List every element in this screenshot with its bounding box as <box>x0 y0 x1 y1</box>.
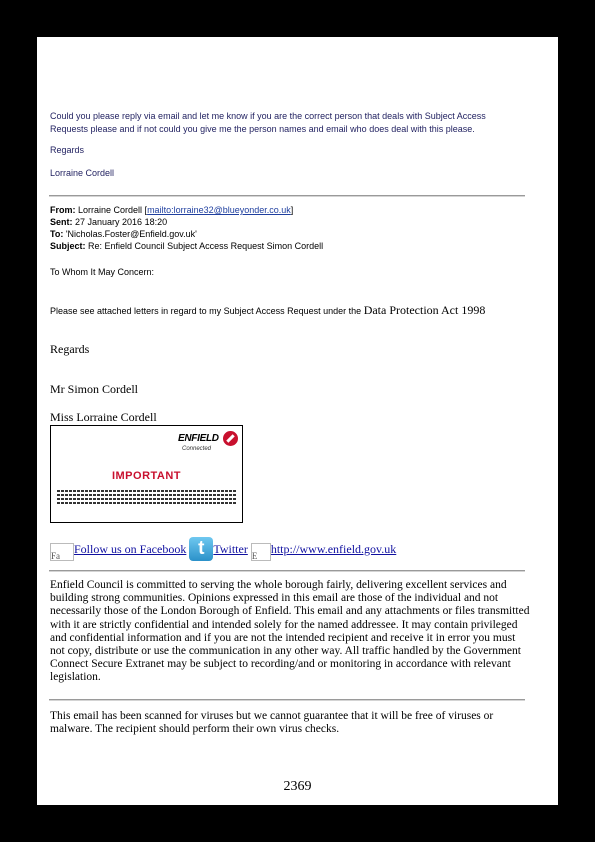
regards-serif: Regards <box>50 342 90 356</box>
website-link[interactable]: http://www.enfield.gov.uk <box>270 542 397 556</box>
sent-row <box>50 216 545 228</box>
regards-text: Regards <box>50 145 85 155</box>
to-value: 'Nicholas.Foster@Enfield.gov.uk' <box>65 229 197 239</box>
from-name: Lorraine Cordell [ <box>78 205 148 215</box>
enfield-logo-icon <box>223 431 238 446</box>
divider <box>49 570 525 572</box>
facebook-broken-image-icon[interactable]: Fa <box>50 543 74 561</box>
virus-notice: This email has been scanned for viruses but we cannot guarantee that it will be free of viruses or malware. The recipient should perform their own virus checks. <box>50 710 494 736</box>
subject-label: Subject: <box>50 241 86 251</box>
twitter-link[interactable]: Twitter <box>213 542 248 556</box>
sent-label: Sent: <box>50 217 73 227</box>
from-mailto-link[interactable]: mailto:lorraine32@blueyonder.co.uk <box>147 205 291 215</box>
signature-lorraine: Miss Lorraine Cordell <box>50 410 157 424</box>
body-text <box>50 301 545 319</box>
important-heading: IMPORTANT <box>111 470 182 482</box>
from-label: From: <box>50 205 76 215</box>
to-row <box>50 228 545 240</box>
from-close: ] <box>290 205 294 215</box>
email-header <box>50 204 545 252</box>
document-page <box>37 37 558 805</box>
page-number: 2369 <box>283 779 312 794</box>
twitter-icon[interactable]: t <box>189 537 213 561</box>
banner-fine-print <box>57 488 236 506</box>
enfield-logo-subtext: Connected <box>182 446 212 452</box>
request-line-1: Could you please reply via email and let me know if you are the correct person that deals with Subject Access <box>50 111 486 121</box>
request-text <box>50 110 545 136</box>
sender-name: Lorraine Cordell <box>50 168 115 178</box>
to-label: To: <box>50 229 64 239</box>
subject-row <box>50 240 545 252</box>
from-row <box>50 204 545 216</box>
signature-simon: Mr Simon Cordell <box>50 382 139 396</box>
website-broken-image-icon[interactable]: E <box>251 543 271 561</box>
request-line-2: Requests please and if not could you give me the person names and email who does deal with this please. <box>50 124 475 134</box>
body-sans-text: Please see attached letters in regard to my Subject Access Request under the <box>50 306 364 316</box>
enfield-important-banner <box>50 425 243 523</box>
divider <box>49 195 525 197</box>
divider <box>49 699 525 701</box>
subject-value: Re: Enfield Council Subject Access Request Simon Cordell <box>88 241 324 251</box>
social-links <box>50 537 545 561</box>
disclaimer-text: Enfield Council is committed to serving the whole borough fairly, delivering excellent services and building strong communities. Opinions expressed in this email are those of the individual and not necessarily those of the London Borough of Enfield. This email and any attachments or files transmitted with it are strictly confidential and intended solely for the named addressee. It may contain privileged and confidential information and if you are not the intended recipient and receive it in error you must not copy, distribute or use the communication in any other way. All traffic handled by the Government Connect Secure Extranet may be subject to recording/and or monitoring in accordance with relevant legislation. <box>50 579 530 684</box>
facebook-link[interactable]: Follow us on Facebook <box>74 542 187 556</box>
sent-value: 27 January 2016 18:20 <box>75 217 168 227</box>
enfield-logo-text: ENFIELD <box>178 433 219 444</box>
body-serif-text: Data Protection Act 1998 <box>363 303 486 317</box>
salutation: To Whom It May Concern: <box>50 267 155 277</box>
